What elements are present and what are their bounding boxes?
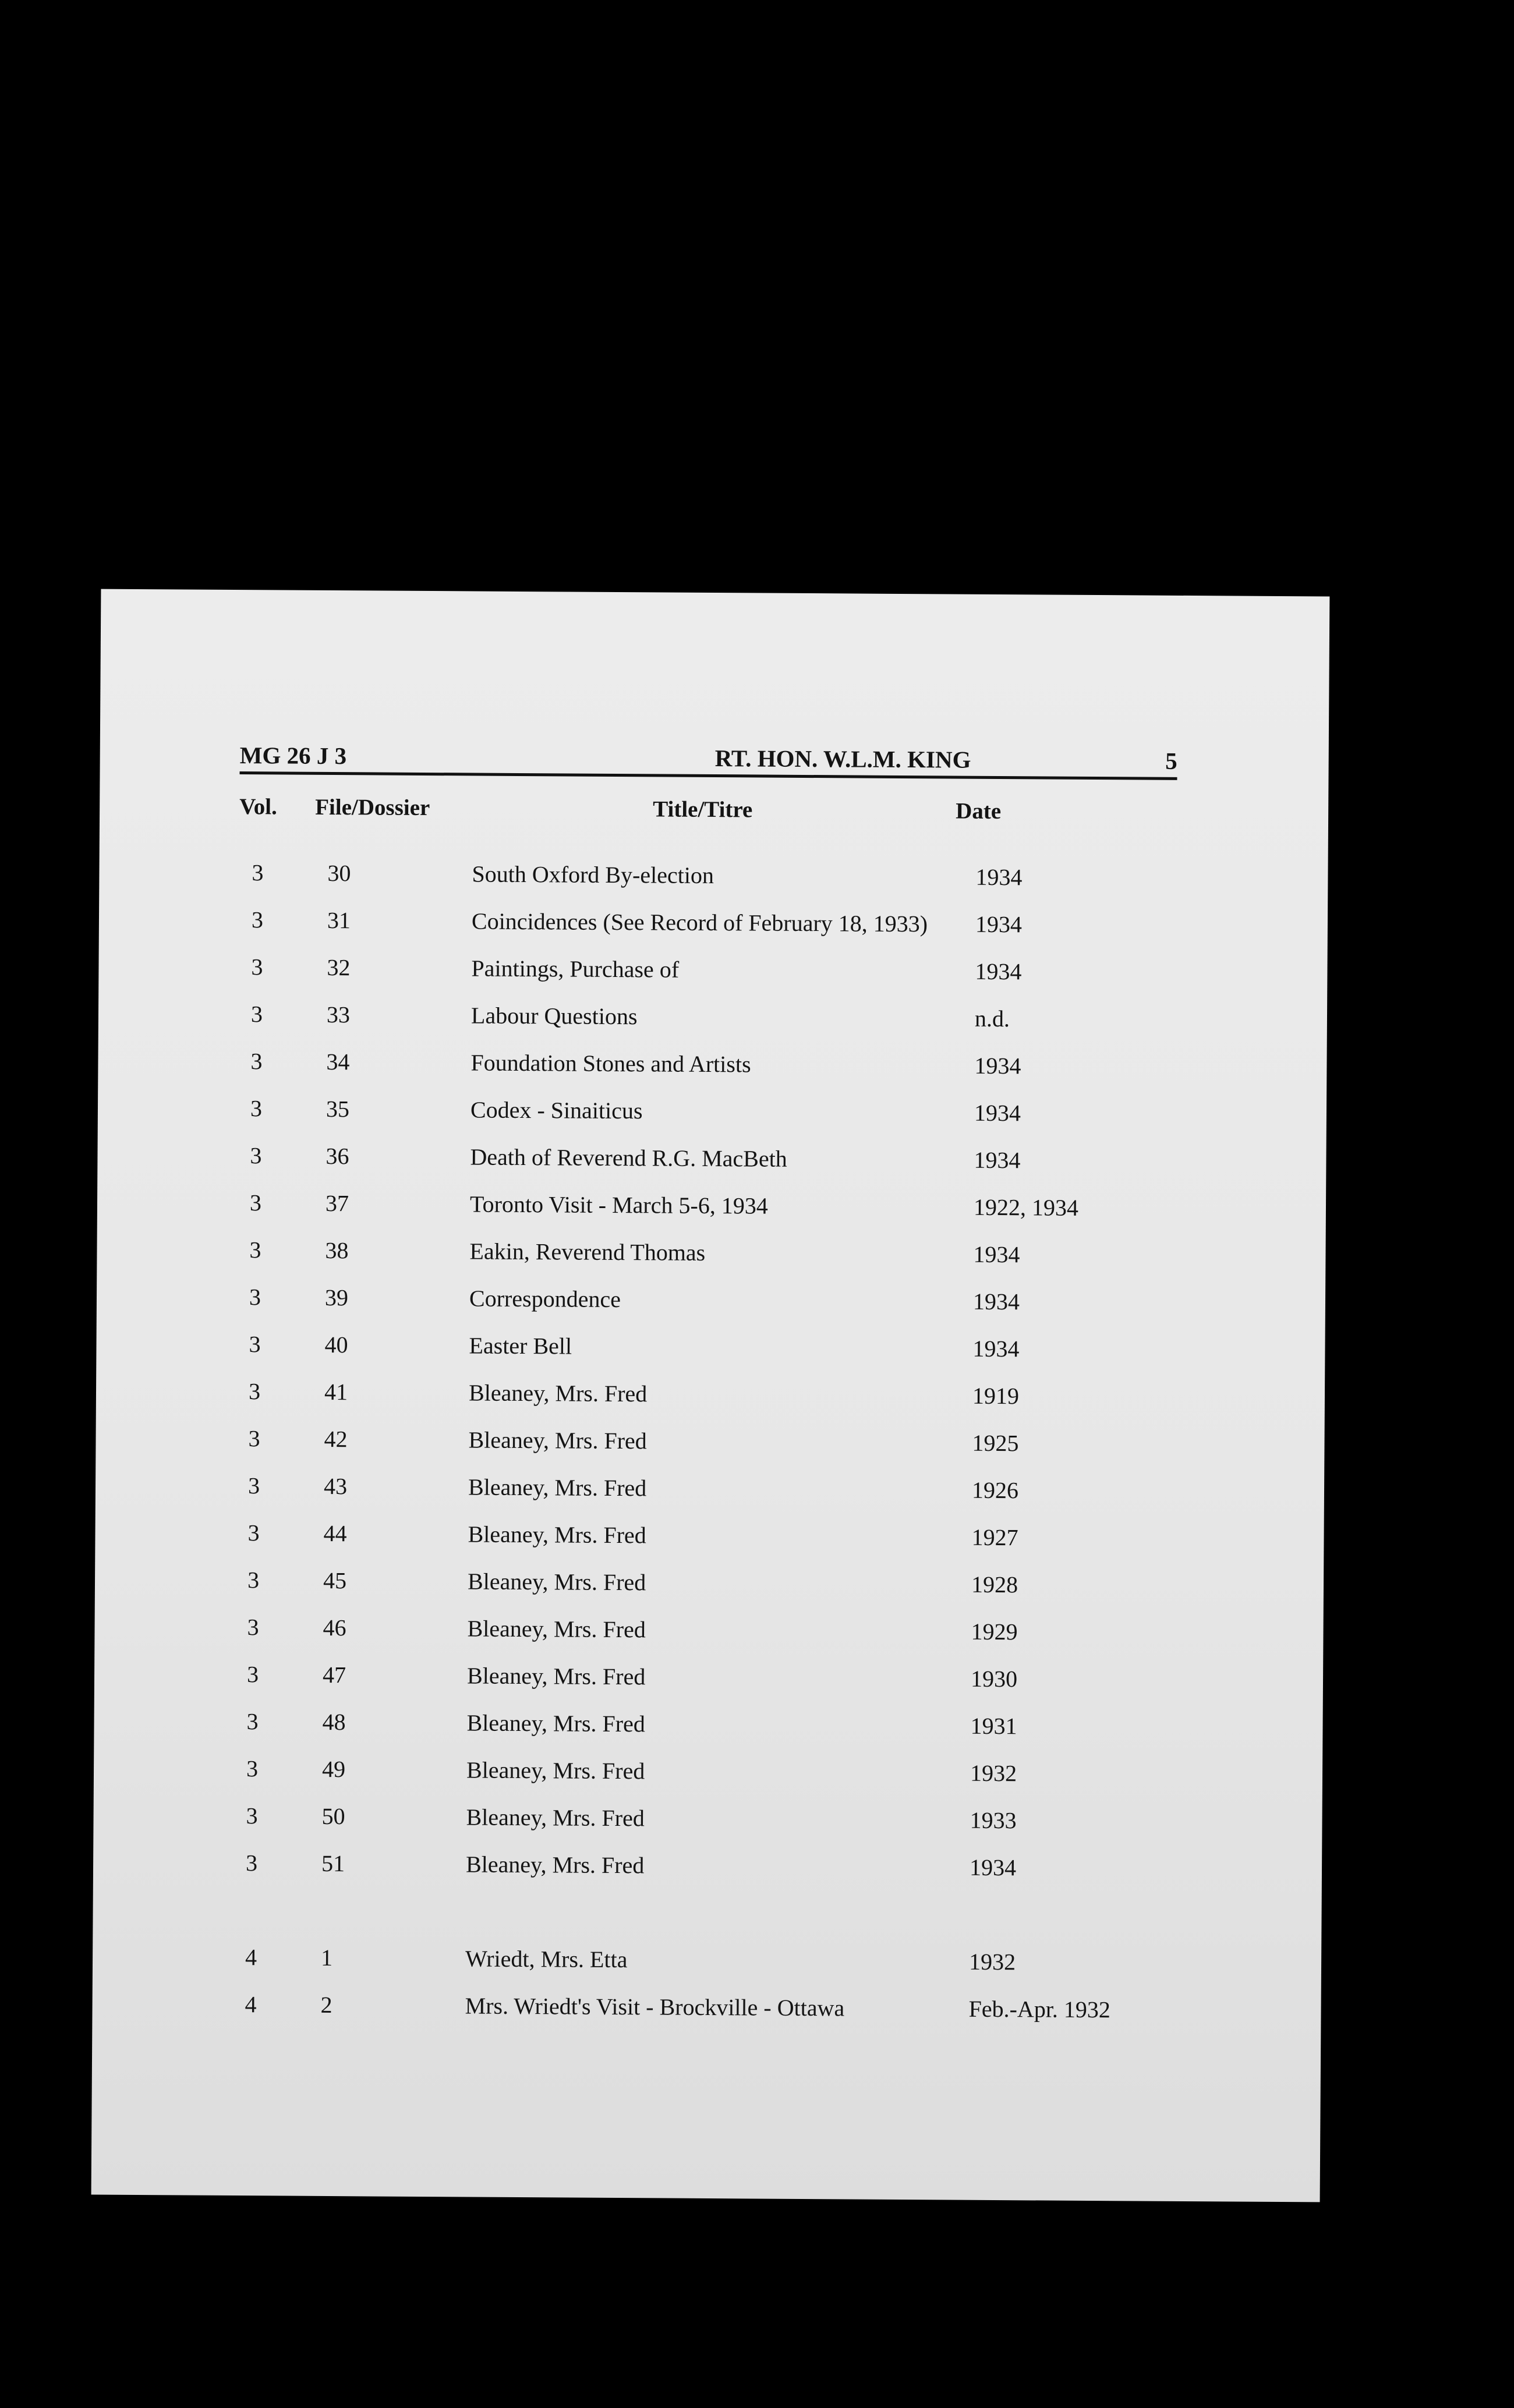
page-number: 5: [1165, 747, 1177, 774]
volume-number: 3: [250, 1142, 262, 1169]
file-date: 1934: [975, 911, 1023, 938]
file-number: 38: [325, 1237, 349, 1264]
file-date: 1933: [970, 1807, 1017, 1834]
volume-number: 3: [246, 1708, 259, 1735]
list-item: [94, 1754, 1322, 1797]
file-title: Bleaney, Mrs. Fred: [467, 1615, 646, 1643]
list-item: [93, 1943, 1321, 1985]
file-title: Bleaney, Mrs. Fred: [468, 1426, 647, 1454]
volume-number: 3: [246, 1661, 259, 1688]
volume-number: 3: [250, 1095, 263, 1122]
list-item: [96, 1330, 1325, 1372]
file-number: 35: [326, 1095, 350, 1122]
file-date: 1934: [975, 863, 1023, 891]
volume-number: 3: [249, 1284, 261, 1311]
file-title: Codex - Sinaiticus: [470, 1096, 643, 1124]
volume-number: 3: [247, 1472, 260, 1499]
file-title: Correspondence: [469, 1285, 621, 1313]
file-date: 1934: [973, 1241, 1020, 1268]
list-item: [97, 1235, 1325, 1278]
file-title: Bleaney, Mrs. Fred: [466, 1709, 645, 1737]
file-date: 1922, 1934: [973, 1194, 1079, 1221]
file-date: 1926: [971, 1476, 1019, 1504]
collection-reference: MG 26 J 3: [239, 742, 347, 770]
list-item: [98, 1094, 1326, 1136]
list-item: [94, 1660, 1323, 1702]
list-item: [95, 1424, 1324, 1467]
file-date: 1919: [972, 1382, 1020, 1410]
file-date: Feb.-Apr. 1932: [968, 1995, 1111, 2023]
list-item: [93, 1801, 1322, 1844]
list-item: [93, 1849, 1322, 1891]
file-date: 1929: [971, 1618, 1018, 1645]
file-title: Bleaney, Mrs. Fred: [468, 1379, 648, 1407]
file-title: Bleaney, Mrs. Fred: [468, 1474, 647, 1502]
file-list: [91, 589, 1330, 2202]
file-number: 34: [326, 1048, 350, 1075]
file-title: Death of Reverend R.G. MacBeth: [470, 1143, 787, 1172]
file-date: 1934: [974, 1052, 1021, 1079]
list-item: [97, 1188, 1326, 1231]
file-title: Toronto Visit - March 5-6, 1934: [469, 1191, 768, 1219]
volume-number: 3: [249, 1237, 261, 1263]
file-title: Bleaney, Mrs. Fred: [466, 1757, 645, 1784]
list-item: [94, 1613, 1323, 1655]
file-date: 1934: [974, 1099, 1021, 1127]
file-title: South Oxford By-election: [472, 860, 714, 889]
column-header-vol: Vol.: [239, 794, 277, 820]
file-title: Bleaney, Mrs. Fred: [466, 1662, 646, 1690]
file-title: Eakin, Reverend Thomas: [469, 1238, 706, 1266]
file-number: 39: [324, 1284, 349, 1311]
column-header-title: Title/Titre: [653, 796, 753, 823]
file-number: 47: [322, 1661, 346, 1688]
volume-number: 3: [246, 1755, 259, 1782]
volume-number: 3: [245, 1850, 258, 1876]
volume-number: 4: [245, 1991, 257, 2018]
file-number: 2: [320, 1991, 332, 2019]
file-date: 1927: [971, 1524, 1018, 1551]
volume-number: 3: [248, 1378, 261, 1405]
file-title: Bleaney, Mrs. Fred: [466, 1804, 645, 1832]
column-header-date: Date: [956, 798, 1002, 824]
file-number: 40: [324, 1331, 348, 1358]
volume-number: 3: [248, 1425, 260, 1452]
file-number: 51: [321, 1850, 345, 1877]
collection-title: RT. HON. W.L.M. KING: [714, 745, 971, 773]
file-date: 1934: [972, 1335, 1020, 1362]
volume-number: 3: [251, 906, 264, 933]
file-date: 1928: [971, 1571, 1018, 1598]
list-item: [99, 858, 1328, 901]
file-title: Foundation Stones and Artists: [471, 1049, 751, 1078]
file-number: 48: [322, 1708, 346, 1736]
list-item: [98, 952, 1327, 995]
file-title: Mrs. Wriedt's Visit - Brockville - Ottawa: [465, 1992, 845, 2021]
file-title: Bleaney, Mrs. Fred: [468, 1521, 646, 1549]
list-item: [98, 1047, 1326, 1089]
volume-number: 3: [250, 1048, 263, 1075]
list-item: [95, 1566, 1324, 1608]
volume-number: 3: [249, 1189, 262, 1216]
file-number: 1: [320, 1944, 333, 1971]
list-item: [92, 1990, 1321, 2032]
list-item: [94, 1707, 1322, 1750]
file-title: Coincidences (See Record of February 18, 1933): [471, 908, 928, 937]
file-title: Easter Bell: [469, 1332, 572, 1359]
file-number: 43: [323, 1472, 348, 1500]
file-date: 1934: [975, 958, 1022, 985]
file-number: 50: [321, 1803, 345, 1830]
file-number: 33: [326, 1001, 351, 1028]
file-number: 37: [325, 1189, 349, 1217]
file-date: 1934: [972, 1288, 1020, 1315]
document-page: [91, 589, 1330, 2202]
file-title: Bleaney, Mrs. Fred: [467, 1568, 646, 1596]
file-title: Bleaney, Mrs. Fred: [465, 1851, 645, 1879]
volume-number: 3: [246, 1803, 258, 1829]
file-number: 44: [323, 1520, 347, 1547]
file-date: 1934: [969, 1854, 1017, 1881]
file-title: Wriedt, Mrs. Etta: [465, 1945, 628, 1973]
file-number: 31: [327, 906, 351, 934]
list-item: [96, 1377, 1325, 1419]
list-item: [97, 1141, 1326, 1184]
file-number: 32: [327, 954, 351, 981]
file-title: Labour Questions: [471, 1002, 638, 1030]
volume-number: 3: [247, 1567, 260, 1593]
file-number: 49: [321, 1755, 346, 1783]
file-number: 42: [324, 1425, 348, 1453]
file-number: 46: [323, 1614, 346, 1641]
list-item: [98, 1000, 1327, 1042]
column-header-file: File/Dossier: [315, 794, 430, 821]
volume-number: 3: [251, 954, 263, 980]
list-item: [97, 1283, 1325, 1325]
volume-number: 4: [245, 1944, 257, 1971]
file-date: 1931: [970, 1712, 1017, 1740]
volume-number: 3: [249, 1331, 261, 1358]
file-date: 1930: [970, 1665, 1018, 1692]
file-number: 36: [326, 1142, 349, 1170]
volume-number: 3: [250, 1001, 263, 1028]
file-date: 1925: [972, 1429, 1019, 1457]
file-number: 30: [327, 859, 351, 887]
file-date: 1934: [974, 1146, 1021, 1174]
list-item: [95, 1518, 1324, 1561]
file-date: n.d.: [974, 1005, 1010, 1032]
list-item: [99, 905, 1328, 948]
file-title: Paintings, Purchase of: [471, 955, 680, 983]
file-date: 1932: [968, 1948, 1016, 1975]
list-item: [95, 1471, 1324, 1514]
file-number: 45: [323, 1567, 347, 1594]
file-date: 1932: [970, 1759, 1017, 1787]
file-number: 41: [324, 1378, 348, 1405]
volume-number: 3: [252, 859, 264, 886]
volume-number: 3: [247, 1614, 259, 1641]
volume-number: 3: [247, 1520, 260, 1546]
